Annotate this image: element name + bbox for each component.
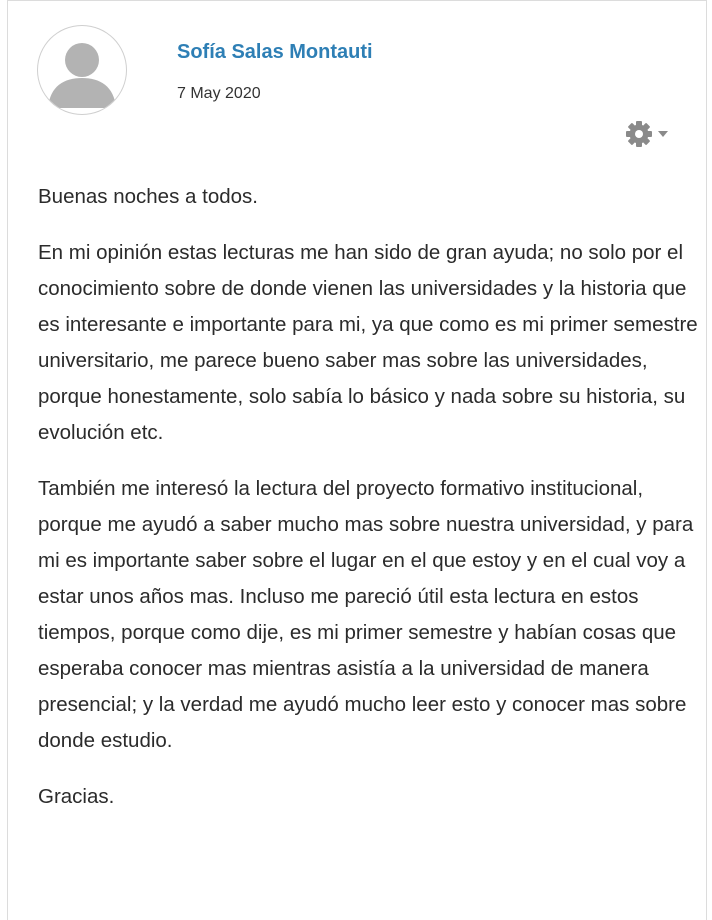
post-actions-menu-button[interactable] — [625, 119, 677, 149]
post-paragraph: Buenas noches a todos. — [38, 185, 258, 208]
caret-down-icon — [656, 129, 670, 139]
gear-icon — [625, 120, 653, 148]
post-paragraph: También me interesó la lectura del proyecto formativo institucional, porque me ayudó a saber mucho mas sobre nuestra universidad, y para mi es importante saber sobre el lugar en el que estoy y en el cual voy a estar unos años mas. Incluso me pareció útil esta lectura en estos tiempos, porque como dije, es mi primer semestre y habían cosas que esperaba conocer mas mientras asistía a la universidad de manera presencial; y la verdad me ayudó mucho leer esto y conocer mas sobre donde estudio. — [38, 477, 694, 752]
avatar[interactable] — [38, 26, 126, 114]
author-name-link[interactable]: Sofía Salas Montauti — [177, 41, 373, 63]
forum-post — [7, 0, 707, 920]
post-paragraph: En mi opinión estas lecturas me han sido de gran ayuda; no solo por el conocimiento sobre de donde vienen las universidades y la historia que es interesante e importante para mi, ya que como es mi primer semestre universitario, me parece bueno saber mas sobre las universidades, porque honestamente, solo sabía lo básico y nada sobre su historia, su evolución etc. — [38, 241, 698, 444]
post-date: 7 May 2020 — [177, 85, 261, 102]
post-paragraph: Gracias. — [38, 785, 115, 808]
user-avatar-placeholder-icon — [38, 26, 126, 114]
post-body — [38, 179, 700, 835]
